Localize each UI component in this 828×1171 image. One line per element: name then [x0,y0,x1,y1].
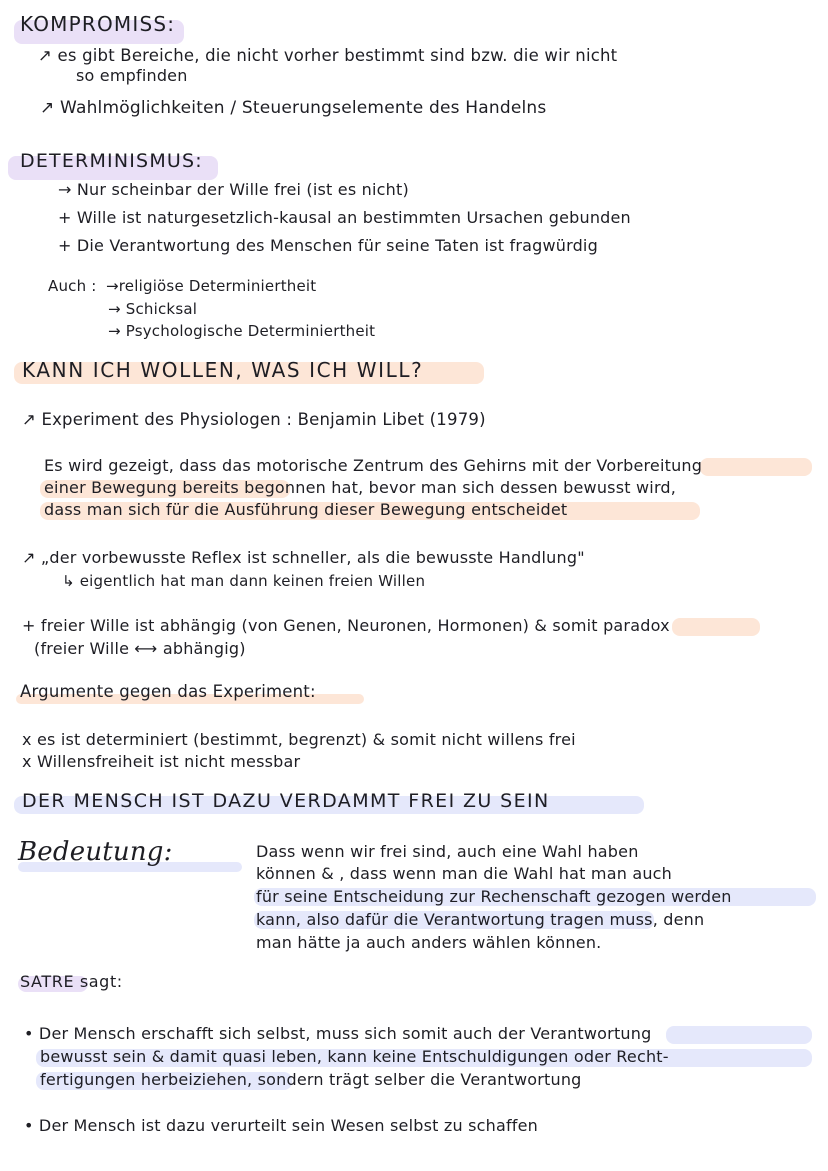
satre-label: SATRE sagt: [20,972,123,991]
argument-2: x Willensfreiheit ist nicht messbar [22,752,301,771]
quote-line-2: ↳ eigentlich hat man dann keinen freien Willen [62,572,426,590]
bedeutung-line-3: für seine Entscheidung zur Rechenschaft gezogen werden [256,887,732,906]
determinismus-line-3: + Die Verantwortung des Menschen für seine Taten ist fragwürdig [58,236,598,255]
kompromiss-line-2: so empfinden [76,66,188,85]
determinismus-auch-label: Auch : [48,277,97,295]
heading-kompromiss: KOMPROMISS: [20,12,176,36]
satre-bullet-1-line-1: • Der Mensch erschafft sich selbst, muss sich somit auch der Verantwortung [24,1024,652,1043]
bedeutung-line-2: können & , dass wenn man die Wahl hat man auch [256,864,673,883]
bedeutung-label: Bedeutung: [18,837,173,867]
heading-kann-ich-wollen: KANN ICH WOLLEN, WAS ICH WILL? [22,358,424,382]
freier-wille-line-2: (freier Wille ⟷ abhängig) [34,639,246,658]
bedeutung-line-4: kann, also dafür die Verantwortung tragen muss, denn [256,910,705,929]
determinismus-auch-item-2: → Schicksal [108,300,198,318]
determinismus-line-2: + Wille ist naturgesetzlich-kausal an bestimmten Ursachen gebunden [58,208,631,227]
kompromiss-line-1: ↗ es gibt Bereiche, die nicht vorher bestimmt sind bzw. die wir nicht [38,46,618,65]
bedeutung-line-5: man hätte ja auch anders wählen können. [256,933,602,952]
heading-determinismus: DETERMINISMUS: [20,150,203,172]
argument-1: x es ist determiniert (bestimmt, begrenzt) & somit nicht willens frei [22,730,576,749]
determinismus-line-1: → Nur scheinbar der Wille frei (ist es nicht) [58,180,409,199]
quote-line-1: ↗ „der vorbewusste Reflex ist schneller, als die bewusste Handlung" [22,548,585,567]
satre-bullet-1-line-2: bewusst sein & damit quasi leben, kann keine Entschuldigungen oder Recht- [40,1047,669,1066]
satre-bullet-2-line-1: • Der Mensch ist dazu verurteilt sein Wesen selbst zu schaffen [24,1116,539,1135]
heading-verdammt: DER MENSCH IST DAZU VERDAMMT FREI ZU SEIN [22,790,550,812]
argumente-title: Argumente gegen das Experiment: [20,682,316,701]
freier-wille-line-1: + freier Wille ist abhängig (von Genen, Neuronen, Hormonen) & somit paradox [22,616,670,635]
determinismus-auch-item-3: → Psychologische Determiniertheit [108,322,376,340]
paragraph-line-3: dass man sich für die Ausführung dieser Bewegung entscheidet [44,500,568,519]
paragraph-line-2: einer Bewegung bereits begonnen hat, bevor man sich dessen bewusst wird, [44,478,677,497]
highlight-paradox [672,618,760,636]
kompromiss-line-3: ↗ Wahlmöglichkeiten / Steuerungselemente des Handelns [40,98,547,118]
highlight-vorbereitung [700,458,812,476]
experiment-line: ↗ Experiment des Physiologen : Benjamin Libet (1979) [22,410,486,429]
paragraph-line-1: Es wird gezeigt, dass das motorische Zentrum des Gehirns mit der Vorbereitung [44,456,703,475]
bedeutung-line-1: Dass wenn wir frei sind, auch eine Wahl haben [256,842,639,861]
highlight-verantwortung-1 [666,1026,812,1044]
determinismus-auch-item-1: →religiöse Determiniertheit [106,277,317,295]
satre-bullet-1-line-3: fertigungen herbeiziehen, sondern trägt selber die Verantwortung [40,1070,582,1089]
